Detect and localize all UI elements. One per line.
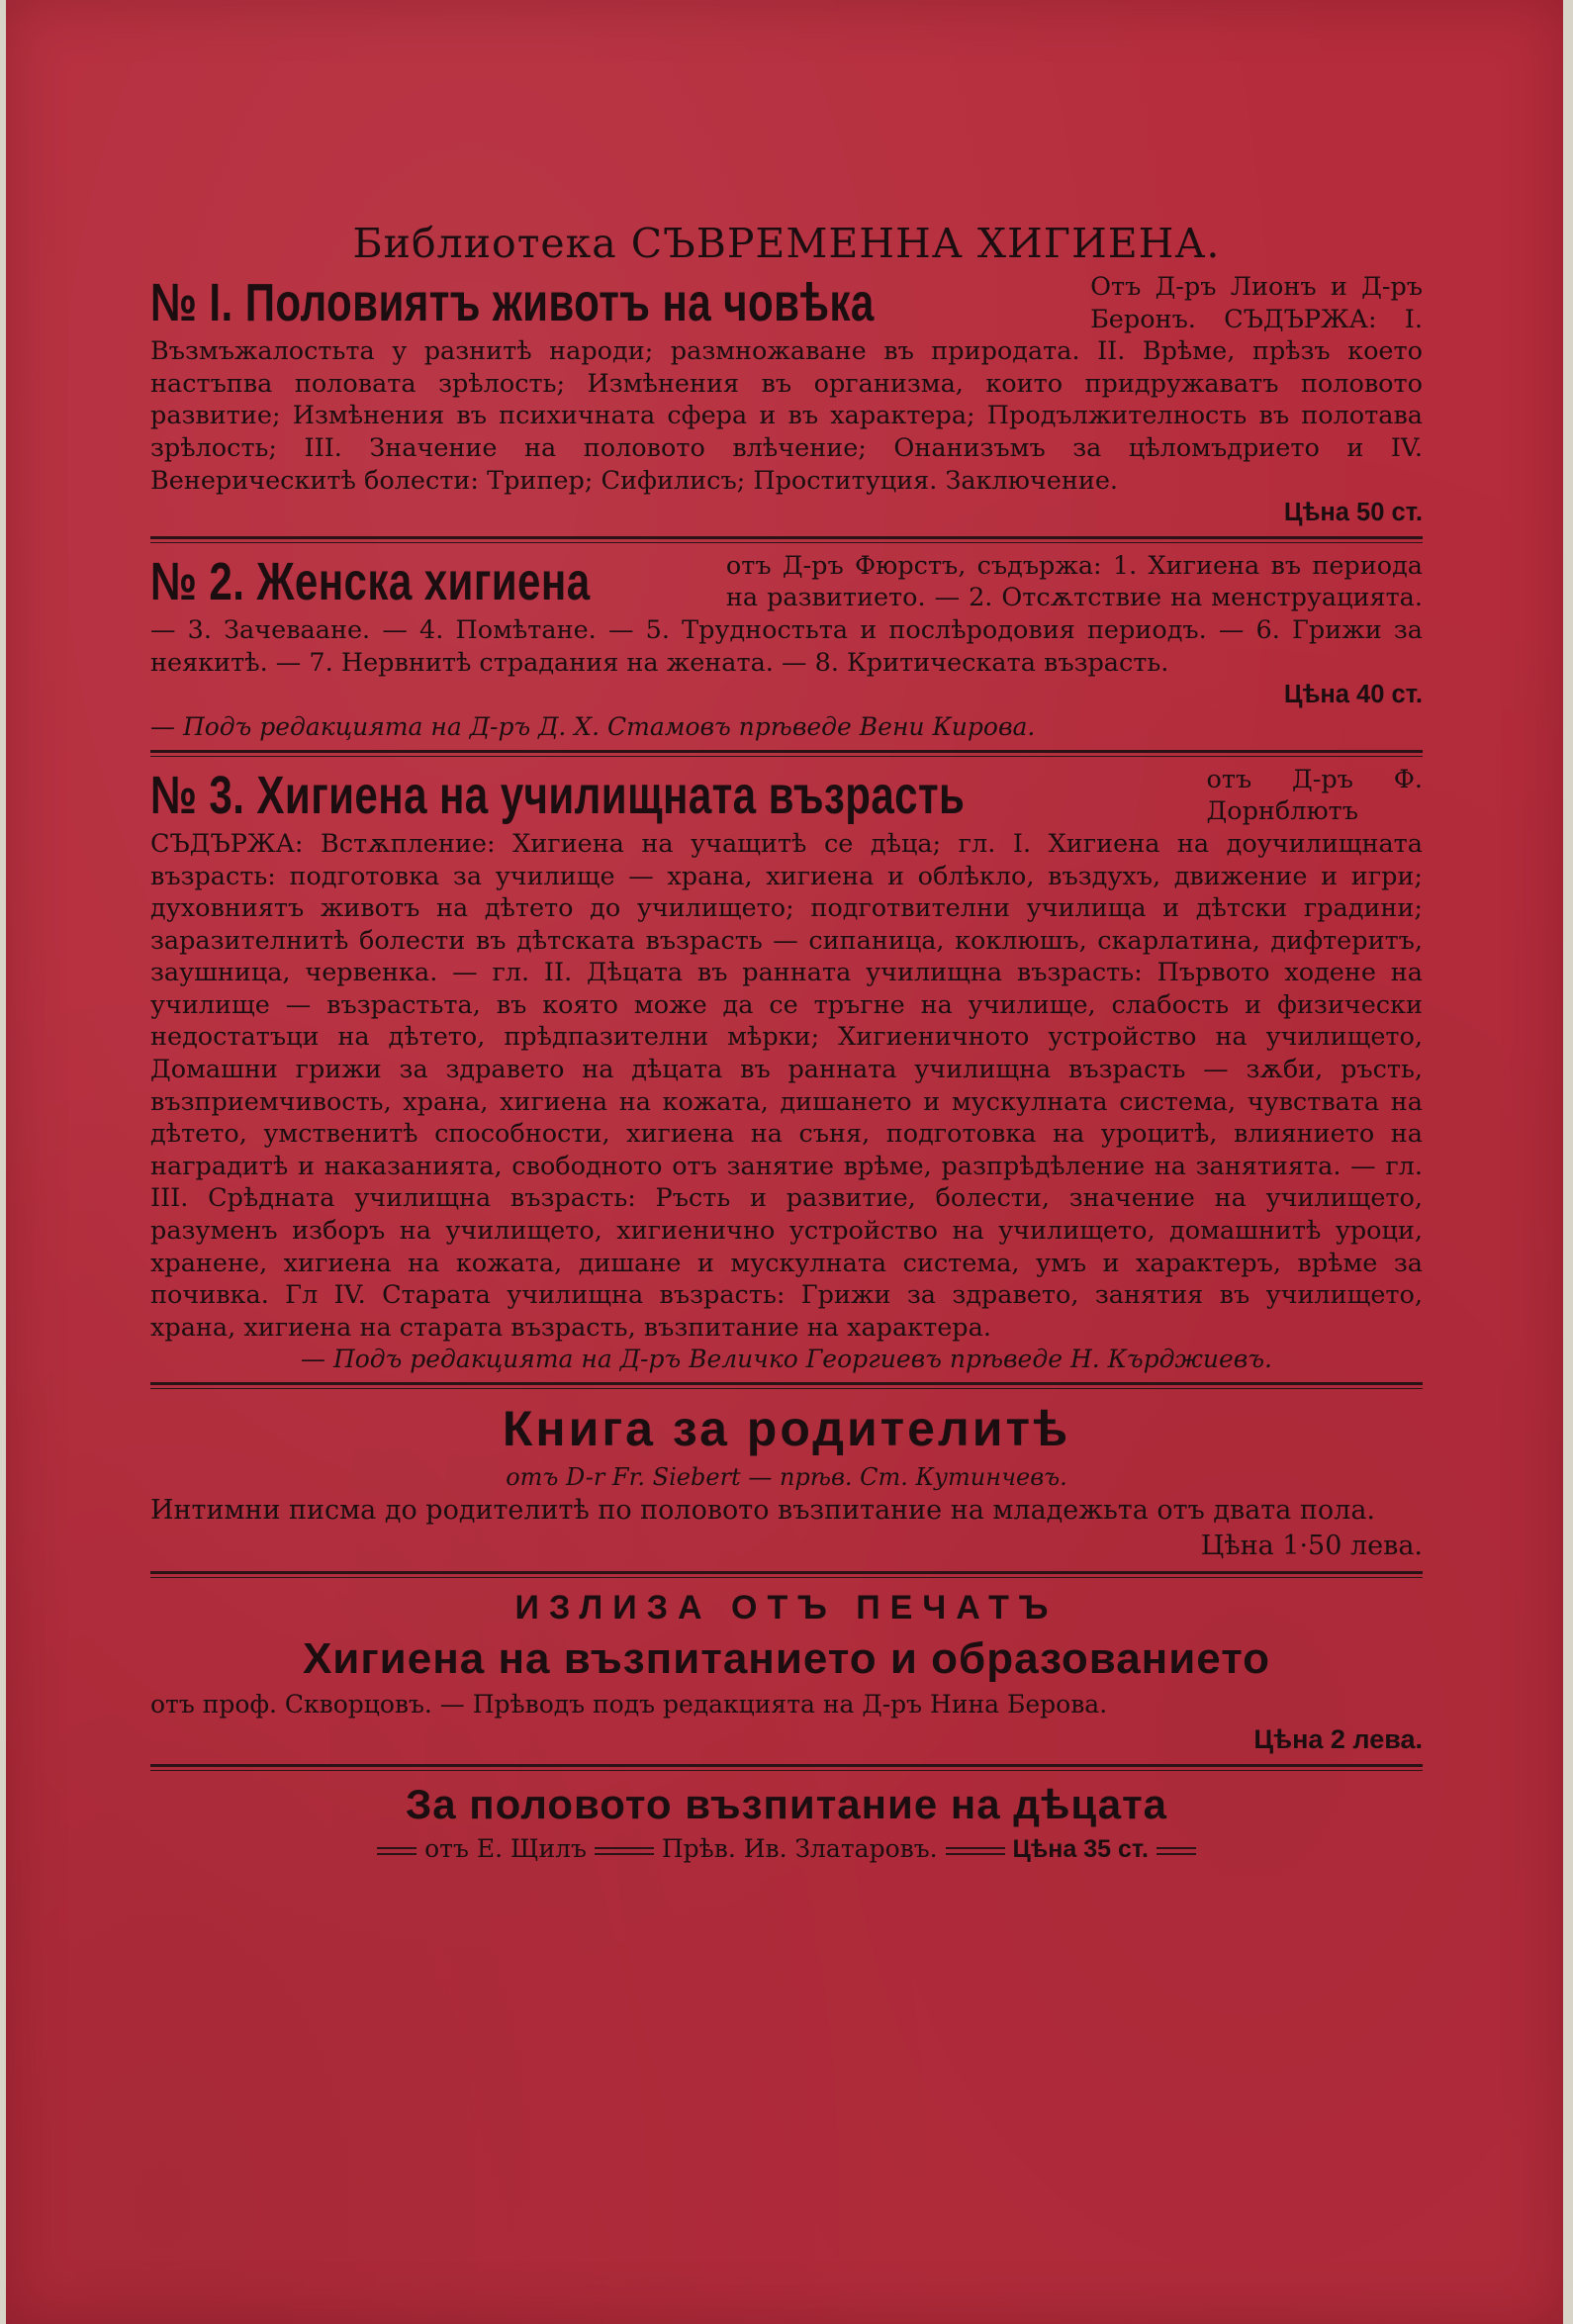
forthcoming-section: [150, 1585, 1423, 1688]
entry-2-price: Цѣна 40 ст.: [1283, 681, 1423, 709]
entry-1-description: Отъ Д-ръ Лионъ и Д-ръ Беронъ. СЪДЪРЖА: I. Възмъжалостьта у разнитѣ народи; размножаване въ природата. II. Врѣме, прѣзъ което настъпва половата зрѣлость; Измѣнения въ организма, които придружаватъ половото развитие; Измѣнения въ психичната сфера и въ характера; Продължителность въ полотава зрѣлость; III. Значение на половото влѣчение; Онанизъмъ за цѣломъдрието и IV. Венерическитѣ болести: Трипер; Сифилисъ; Проституция. Заключение.: [150, 272, 1423, 496]
parents-book-author: отъ D-r Fr. Siebert — прѣв. Ст. Кутинчевъ.: [506, 1463, 1067, 1492]
divider: [150, 1382, 1423, 1389]
book-entry-2: [150, 550, 1423, 743]
sex-education-author: отъ Е. Щилъ: [424, 1834, 587, 1864]
entry-3-heading: № 3. Хигиена на училищната възрасть: [150, 765, 966, 825]
entry-3-credit: — Подъ редакцията на Д-ръ Величко Георгиевъ прѣведе Н. Кърджиевъ.: [301, 1345, 1272, 1374]
divider: [946, 1847, 1005, 1855]
parents-book-price: Цѣна 1·50 лева.: [1200, 1531, 1423, 1562]
forthcoming-label: ИЗЛИЗА ОТЪ ПЕЧАТЪ: [514, 1589, 1059, 1627]
series-title: Библиотека СЪВРЕМЕННА ХИГИЕНА.: [352, 220, 1221, 267]
sex-education-translator: Прѣв. Ив. Златаровъ.: [661, 1834, 938, 1864]
entry-2-description: отъ Д-ръ Фюрстъ, съдържа: 1. Хигиена въ периода на развитието. — 2. Отсѫтствие на менструацията. — 3. Зачеваане. — 4. Помѣтане. — 5. Трудностьта и послѣродовия периодъ. — 6. Грижи за неякитѣ. — 7. Нервнитѣ страдания на жената. — 8. Критическата възрасть.: [150, 550, 1423, 678]
sex-education-book: [150, 1778, 1423, 1867]
forthcoming-price: Цѣна 2 лева.: [1253, 1724, 1423, 1755]
divider: [595, 1847, 654, 1855]
sex-education-details: [150, 1831, 1423, 1867]
divider: [1157, 1847, 1196, 1855]
parents-book-title: Книга за родителитѣ: [502, 1401, 1071, 1457]
book-entry-3: [150, 764, 1423, 1376]
divider: [150, 750, 1423, 757]
book-for-parents: [150, 1396, 1423, 1493]
entry-1-price: Цѣна 50 ст.: [1283, 499, 1423, 527]
book-back-cover: [6, 0, 1563, 2324]
divider: [150, 1571, 1423, 1578]
advertisement-page: [150, 218, 1423, 1867]
sex-education-title: За половото възпитание на дѣцата: [405, 1781, 1168, 1828]
divider: [150, 536, 1423, 543]
sex-education-price: Цѣна 35 ст.: [1012, 1835, 1149, 1864]
book-entry-1: [150, 271, 1423, 529]
parents-book-description: Интимни писма до родителитѣ по половото възпитание на младежьта отъ двата пола.: [150, 1495, 1375, 1527]
entry-2-credit: — Подъ редакцията на Д-ръ Д. Х. Стамовъ прѣведе Вени Кирова.: [150, 711, 1036, 741]
forthcoming-title: Хигиена на възпитанието и образованието: [302, 1634, 1271, 1684]
divider: [150, 1764, 1423, 1771]
forthcoming-author: отъ проф. Скворцовъ. — Прѣводъ подъ редакцията на Д-ръ Нина Берова.: [150, 1690, 1108, 1720]
divider: [377, 1847, 416, 1855]
entry-3-description: отъ Д-ръ Ф. Дорнблютъ СЪДЪРЖА: Встѫпление: Хигиена на учащитѣ се дѣца; гл. I. Хигиена на доучилищната възрасть: подготовка за училище — храна, хигиена и облѣкло, въздухъ, движение и игри; духовниятъ животъ на дѣтето до училището; подготвителни училища и дѣтски градини; заразителнитѣ болести въ дѣтската възрасть — сипаница, коклюшъ, скарлатина, дифтеритъ, заушница, червенка. — гл. II. Дѣцата въ ранната училищна възрасть: Първото ходене на училище — възрастьта, въ която може да се тръгне на училище, слабость и физически недостатъци на дѣтето, прѣдпазителни мѣрки; Хигиеничното устройство на училището, Домашни грижи за здравето на дѣцата въ ранната училищна възрасть — зѫби, ръсть, възприемчивость, храна, хигиена на кожата, дишането и мускулната система, чувствата на дѣтето, умственитѣ способности, хигиена на съня, подготовка на уроцитѣ, влиянието на наградитѣ и наказанията, свободното отъ занятие врѣме, разпрѣдѣление на занятията. — гл. III. Срѣдната училищна възрасть: Ръсть и развитие, болести, значение на училището, разуменъ изборъ на училището, хигиенично устройство на училището, домашнитѣ уроци, хранене, хигиена на кожата, дишане и мускулната система, умъ и характеръ, врѣме за почивка. Гл IV. Старата училищна възрасть: Грижи за здравето, занятия въ училището, храна, хигиена на старата възрасть, възпитание на характера.: [150, 764, 1423, 1343]
entry-1-heading: № I. Половиятъ животъ на човѣка: [150, 273, 875, 332]
entry-2-heading: № 2. Женска хигиена: [150, 551, 591, 611]
